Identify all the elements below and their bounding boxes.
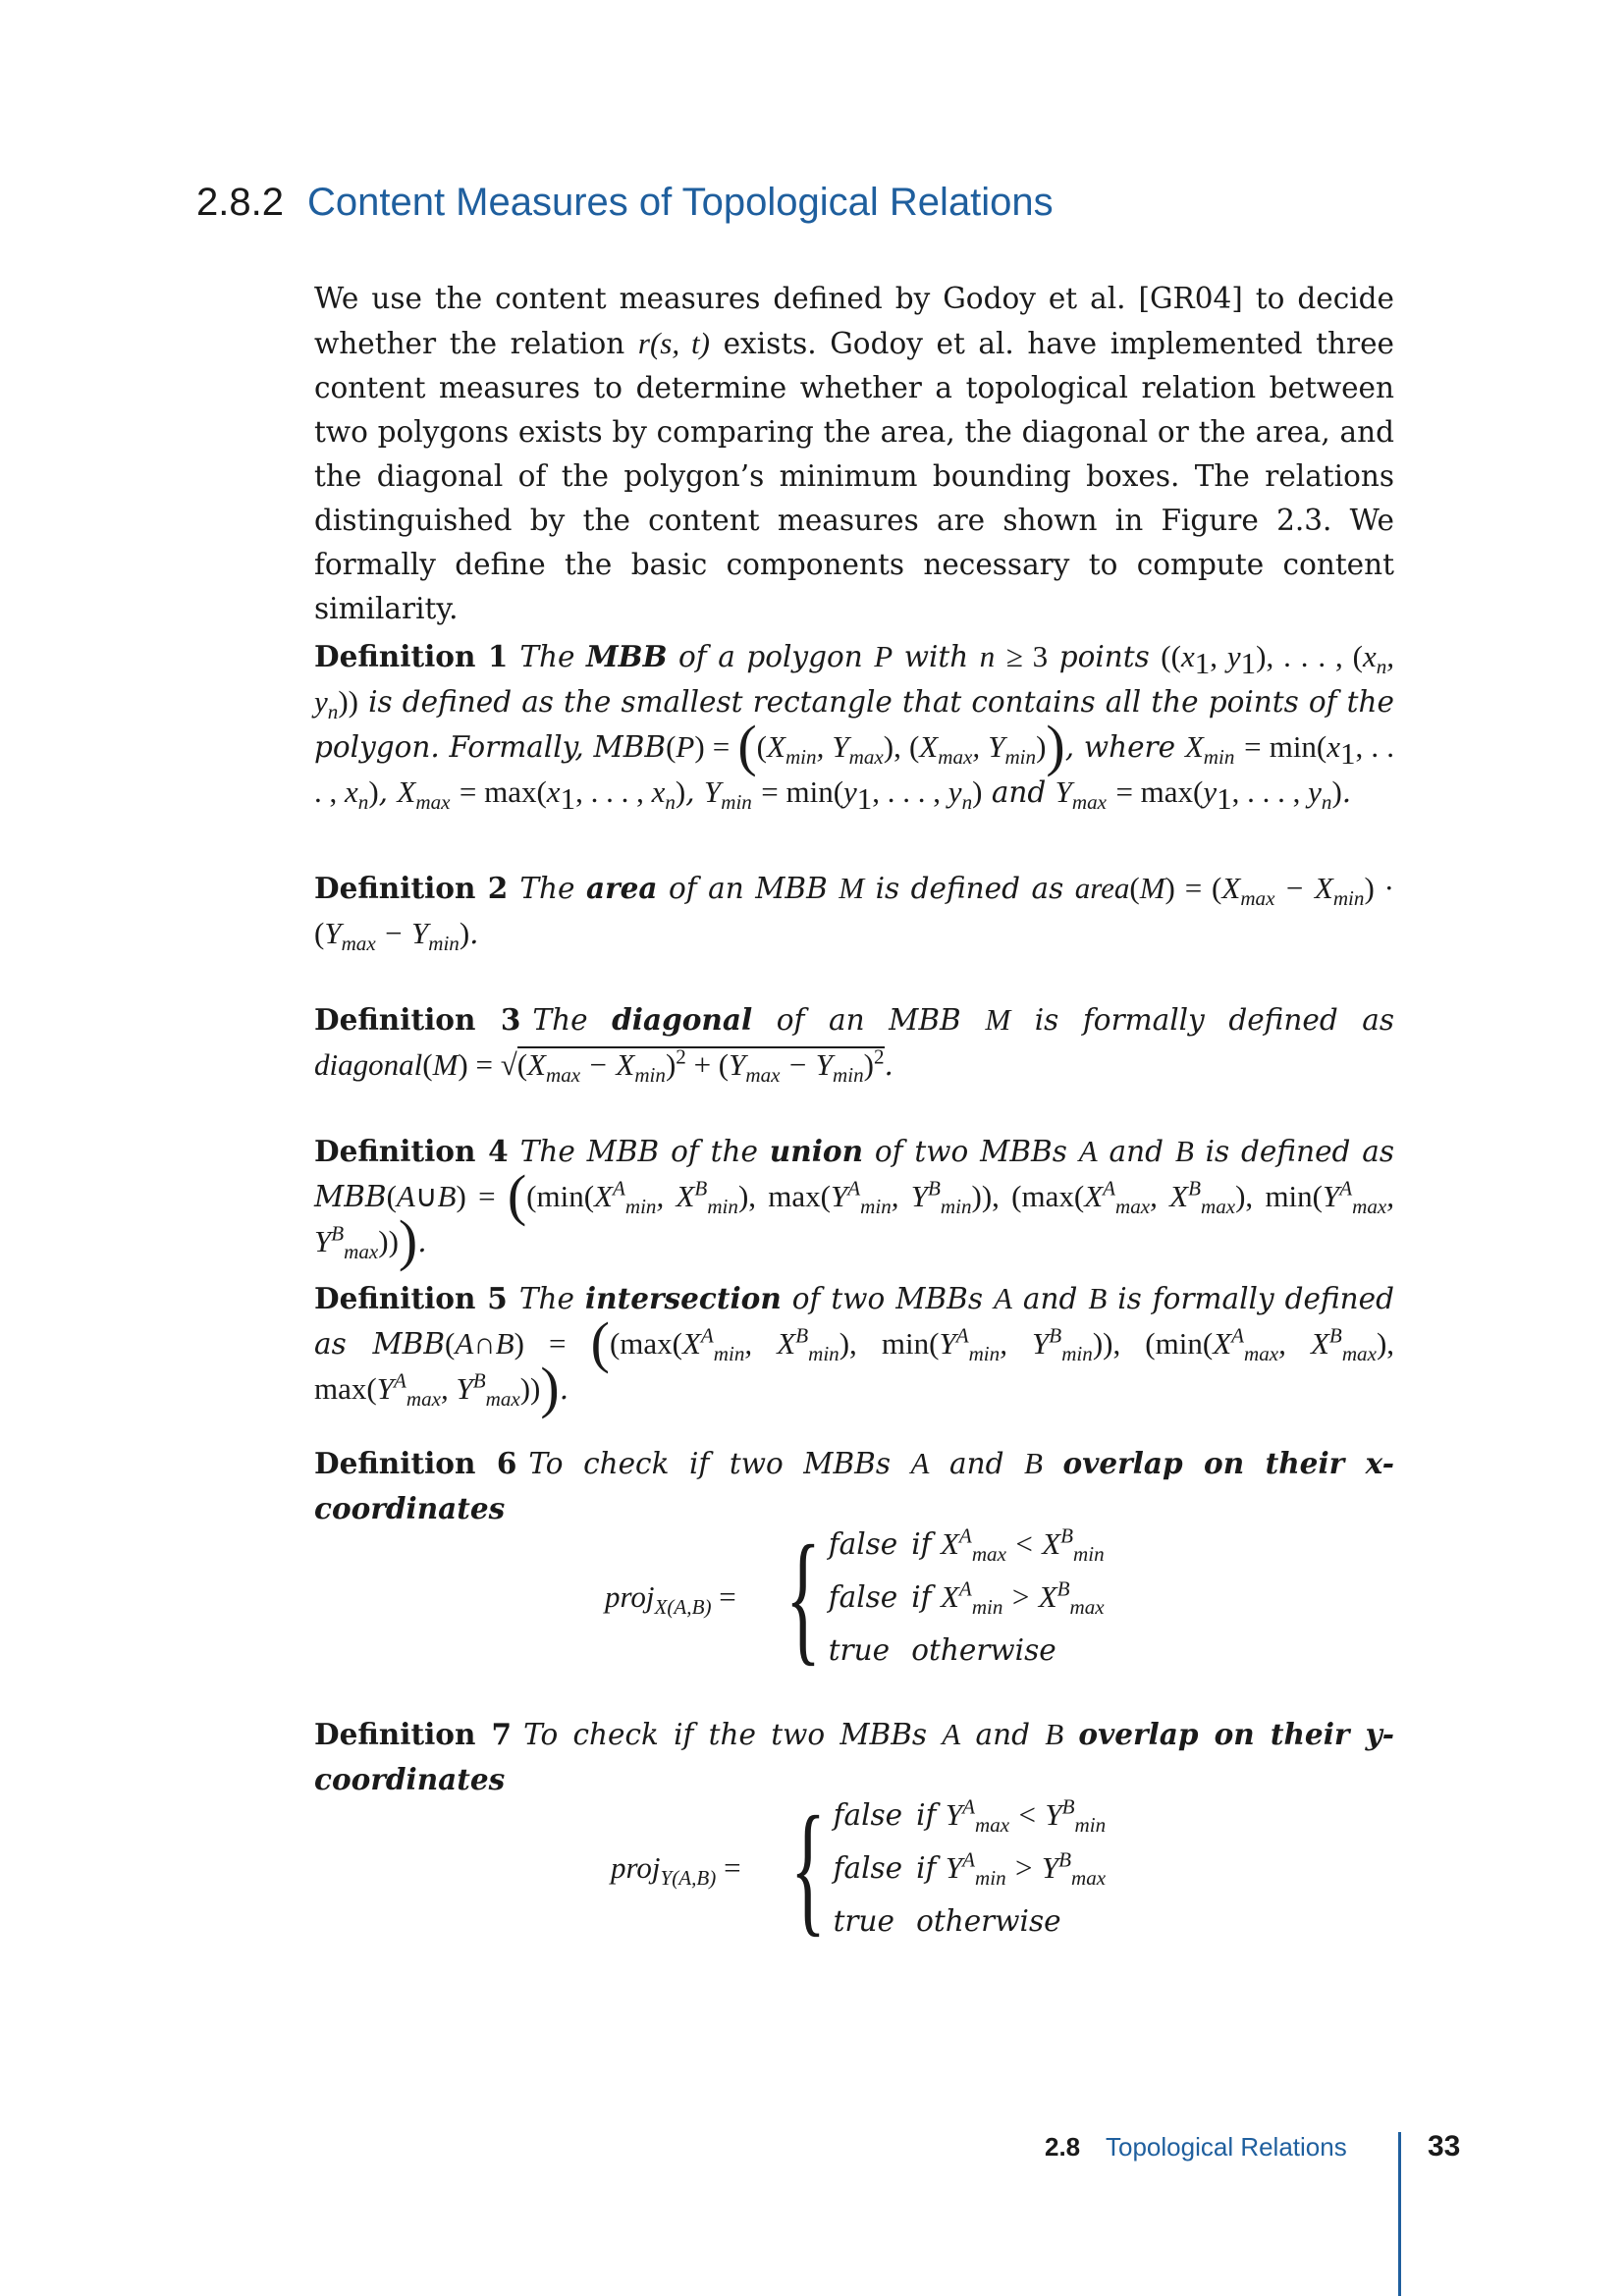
case-condition: if $Y^A_{min} > Y^B_{max}$ — [916, 1847, 1107, 1891]
cases-lhs: proj$_{Y(A,B)}$ = — [611, 1850, 741, 1891]
section-number: 2.8.2 — [196, 181, 284, 224]
definition-body: The MBB of the union of two MBBs A and B is defined as MBB(A∪B) = (($\min(X^A_{min}$, $X^B_{min}$), $\max(Y^A_{min}$, $Y^B_{min}$)), ($\max(X^A_{max}$, $X^B_{max}$), $\min(Y^A_{max}$, $Y^B_{max}$))). — [314, 1134, 1395, 1272]
left-brace: { — [785, 1516, 821, 1679]
definition-body: The MBB of a polygon P with n ≥ 3 points (($x_1$, $y_1$), . . . , ($x_n$, $y_n$)) is defined as the smallest rectangle that contains all the points of the polygon. Formally, $MBB(P) = ((X_{min}$, $Y_{max}$), ($X_{max}$, $Y_{min}$)), where $X_{min} = \min(x_1$, . . . , $x_n$), $X_{max} = \max(x_1$, . . . , $x_n$), $Y_{min} = \min(y_1$, . . . , $y_n$) and $Y_{max} = \max(y_1$, . . . , $y_n$). — [314, 639, 1395, 816]
cases-proj-x — [605, 1518, 1118, 1677]
case-condition: if $Y^A_{max} < Y^B_{min}$ — [916, 1794, 1107, 1838]
case-row — [834, 1789, 1120, 1842]
footer-section-title: Topological Relations — [1106, 2132, 1347, 2162]
definition-2 — [314, 866, 1394, 956]
definition-label: Definition 5 — [314, 1281, 508, 1315]
case-value: false — [833, 1798, 903, 1832]
definition-label: Definition 3 — [314, 1002, 521, 1037]
cases-proj-y — [611, 1789, 1119, 1948]
case-condition: otherwise — [916, 1904, 1061, 1938]
section-heading — [196, 181, 1054, 225]
definition-label: Definition 2 — [314, 871, 509, 905]
case-value: true — [828, 1633, 891, 1667]
case-row — [829, 1571, 1118, 1624]
definition-body: The diagonal of an MBB M is formally defined as diagonal(M) = $√(X_{max} - X_{min})^2 + (Y_{max} - Y_{min})^2$. — [314, 1002, 1395, 1088]
case-condition: if $X^A_{max} < X^B_{min}$ — [911, 1523, 1105, 1567]
left-brace: { — [789, 1787, 826, 1949]
case-condition: otherwise — [911, 1633, 1056, 1667]
page-number: 33 — [1428, 2130, 1461, 2163]
definition-body: The area of an MBB M is defined as area(M) = $(X_{max} - X_{min}) \cdot (Y_{max} - Y_{min})$. — [314, 871, 1394, 956]
intro-paragraph — [314, 277, 1394, 631]
definition-4 — [314, 1129, 1395, 1272]
definition-body: To check if two MBBs A and B overlap on their x-coordinates — [314, 1446, 1394, 1525]
intro-text-1: We use the content measures defined by Godoy et al. [GR04] to decide whether the relation — [314, 282, 1394, 360]
definition-5 — [314, 1276, 1395, 1419]
case-value: false — [828, 1527, 898, 1561]
section-title: Content Measures of Topological Relations — [306, 181, 1054, 224]
case-value: false — [828, 1580, 898, 1614]
case-row — [829, 1518, 1118, 1571]
footer-section-number: 2.8 — [1045, 2132, 1081, 2162]
footer-divider — [1398, 2132, 1401, 2296]
cases-lhs: proj$_{X(A,B)}$ = — [605, 1579, 736, 1620]
definition-body: The intersection of two MBBs A and B is formally defined as MBB(A∩B) = (($\max(X^A_{min}$, $X^B_{min}$), $\min(Y^A_{min}$, $Y^B_{min}$)), ($\min(X^A_{max}$, $X^B_{max}$), $\max(Y^A_{max}$, $Y^B_{max}$))). — [314, 1281, 1395, 1419]
definition-label: Definition 1 — [314, 639, 509, 673]
cases-table — [834, 1789, 1120, 1948]
definition-label: Definition 4 — [314, 1134, 509, 1168]
math-relation: r(s, t) — [637, 326, 710, 360]
definition-1 — [314, 634, 1394, 815]
definition-3 — [314, 997, 1394, 1088]
definition-label: Definition 6 — [314, 1446, 517, 1480]
cases-table — [829, 1518, 1118, 1677]
case-row — [834, 1842, 1120, 1895]
case-value: true — [833, 1904, 894, 1938]
definition-body: To check if the two MBBs A and B overlap on their y-coordinates — [314, 1717, 1394, 1796]
case-row — [829, 1624, 1118, 1677]
definition-label: Definition 7 — [314, 1717, 513, 1751]
intro-text-2: exists. Godoy et al. have implemented three content measures to determine whether a topological relation between two polygons exists by comparing the area, the diagonal or the area, and the diagonal of the polygon’s minimum bounding boxes. The relations distinguished by the content measures are shown in Figure 2.3. We formally define the basic components necessary to compute content similarity. — [314, 327, 1394, 625]
case-value: false — [833, 1851, 903, 1885]
case-row — [834, 1895, 1120, 1948]
case-condition: if $X^A_{min} > X^B_{max}$ — [911, 1576, 1105, 1620]
